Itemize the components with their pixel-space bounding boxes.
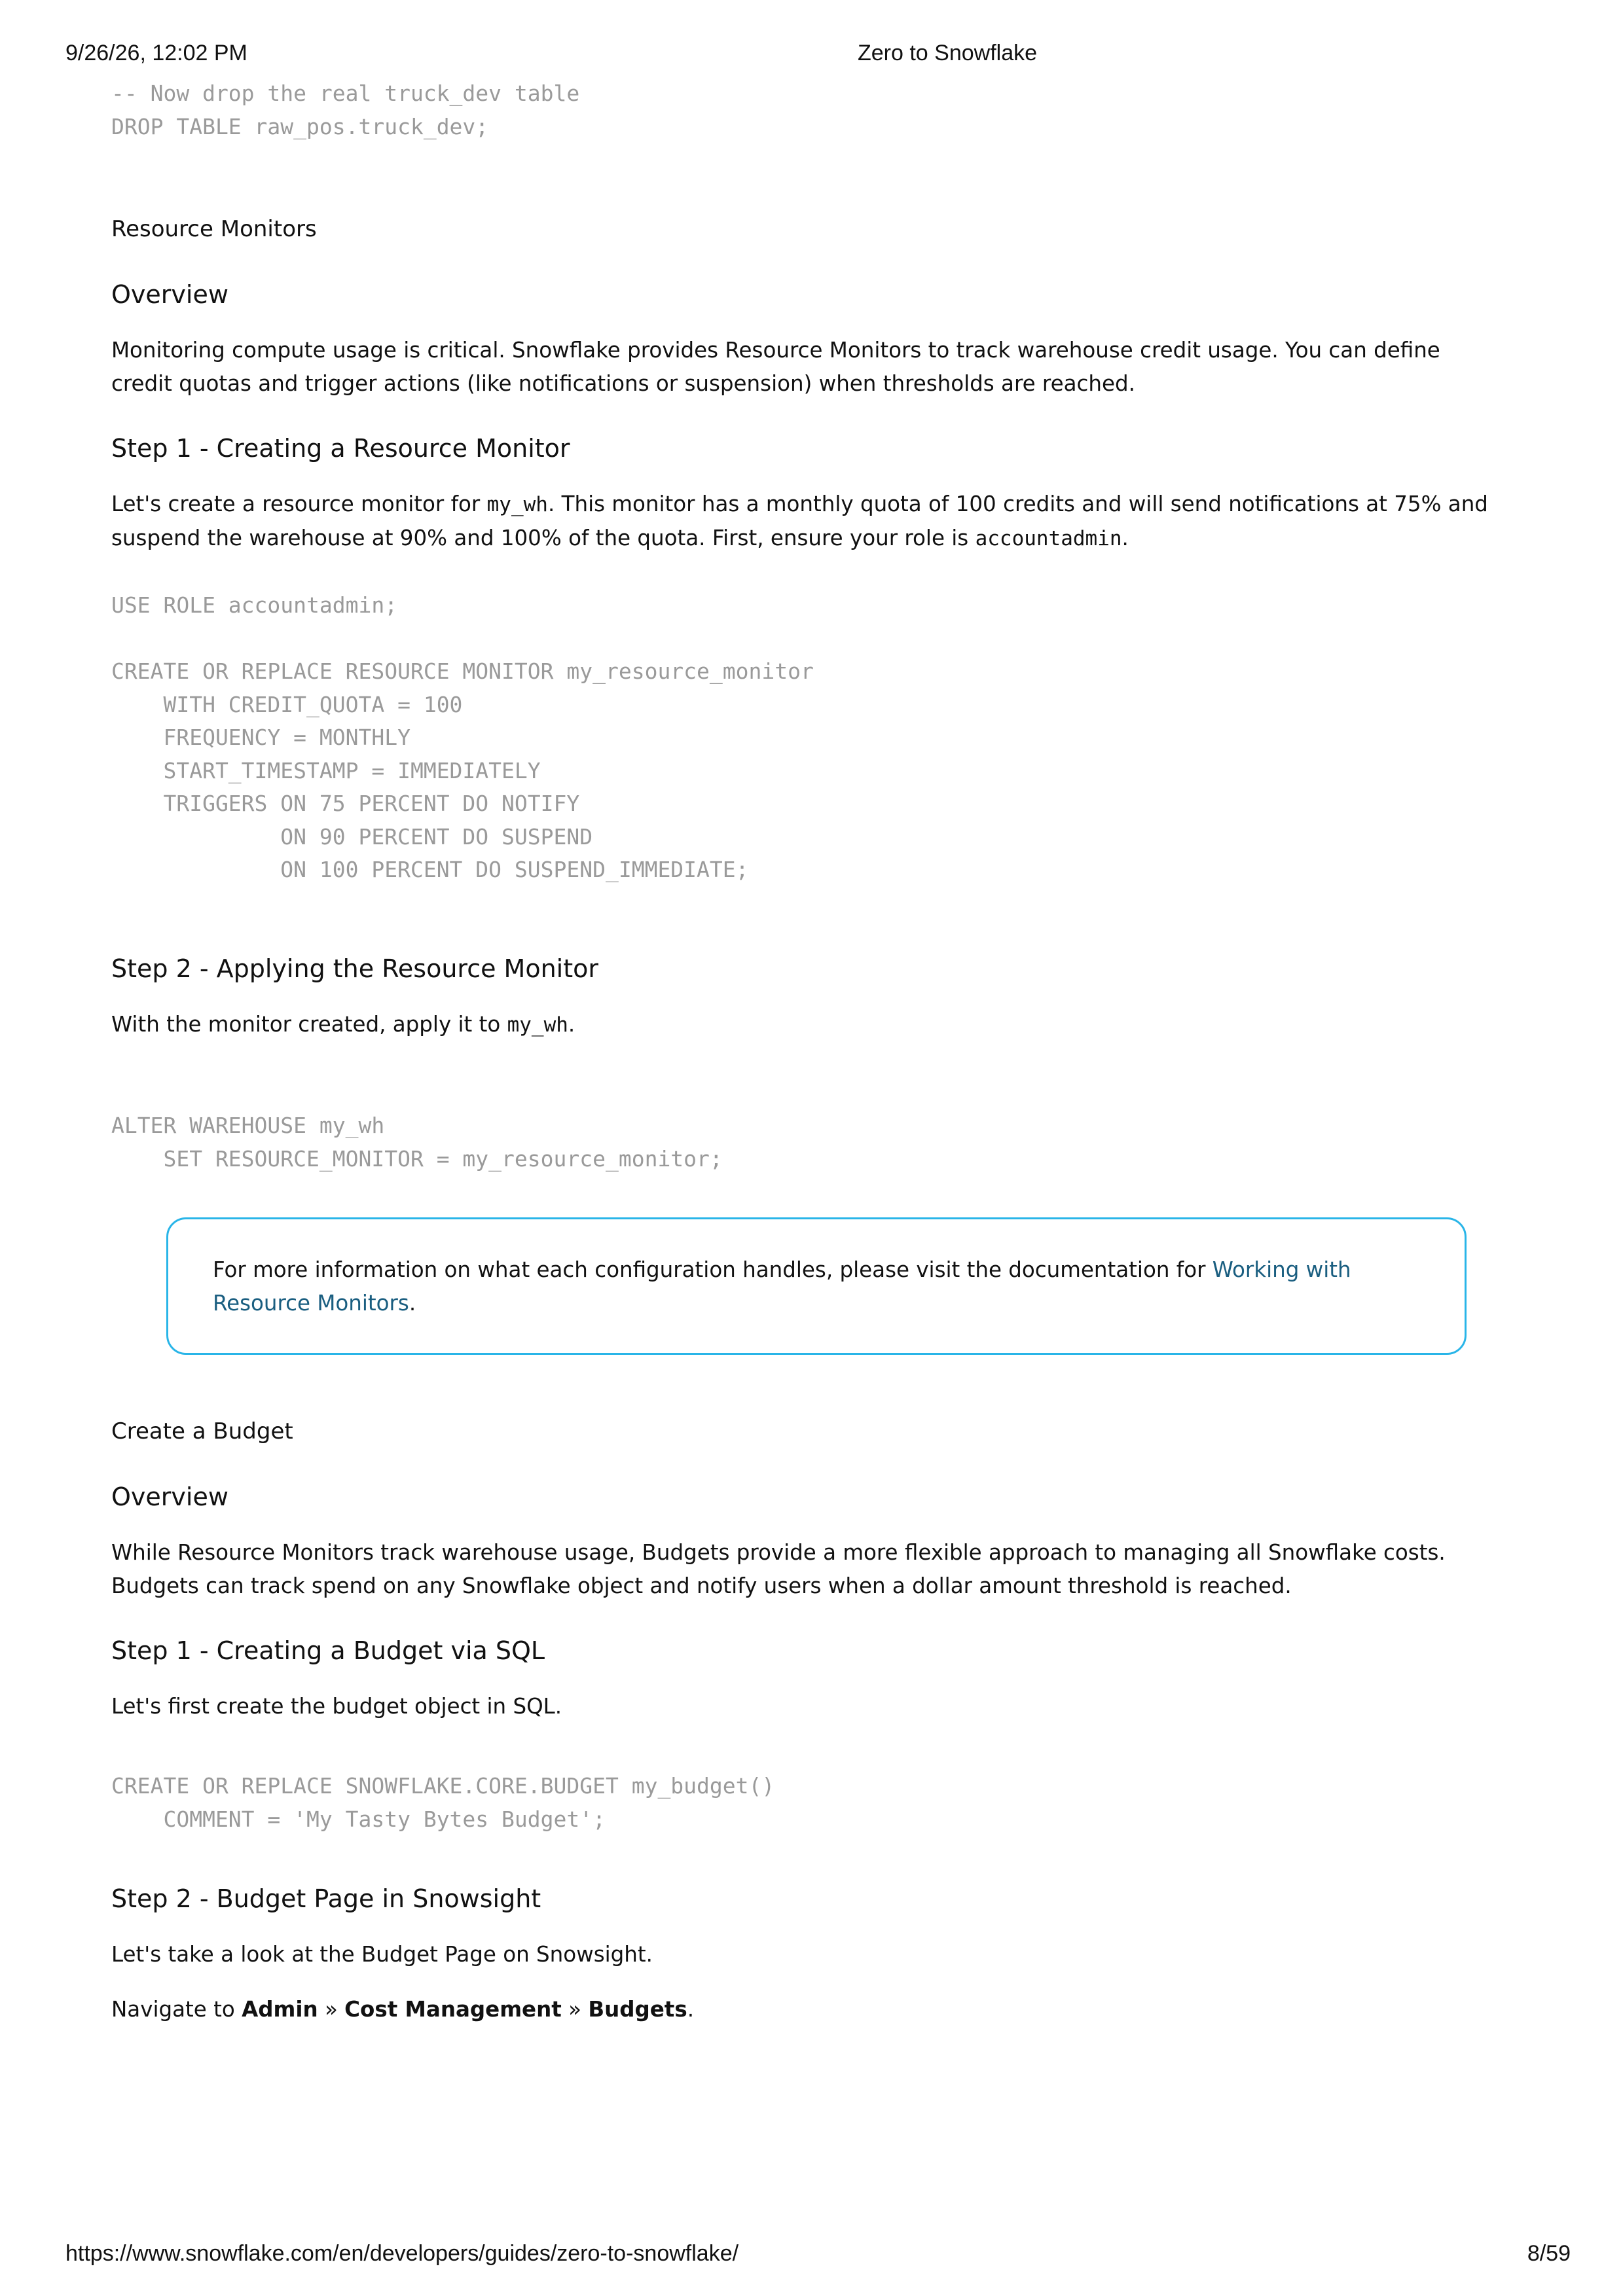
budget-step2-heading: Step 2 - Budget Page in Snowsight <box>111 1884 541 1913</box>
nav-cost-management: Cost Management <box>344 1997 562 2022</box>
budget-step1-text: Let's first create the budget object in SQL. <box>111 1694 562 1719</box>
section-heading-create-budget: Create a Budget <box>111 1418 293 1444</box>
inline-code-my-wh: my_wh <box>486 493 548 516</box>
budget-step2-text: Let's take a look at the Budget Page on Snowsight. <box>111 1942 653 1967</box>
step1-heading: Step 1 - Creating a Resource Monitor <box>111 434 570 463</box>
print-title: Zero to Snowflake <box>858 41 1038 65</box>
budget-overview-heading: Overview <box>111 1482 228 1511</box>
budget-step1-heading: Step 1 - Creating a Budget via SQL <box>111 1636 545 1665</box>
inline-code-accountadmin: accountadmin <box>975 527 1122 550</box>
code-block-create-resource-monitor: USE ROLE accountadmin; CREATE OR REPLACE RESOURCE MONITOR my_resource_monitor WITH CREDIT_QUOTA = 100 FREQUENCY = MONTHLY START_TIMESTAMP = IMMEDIATELY TRIGGERS ON 75 PERCENT DO NOTIFY ON 90 PERCENT DO SUSPEND ON 100 PERCENT DO SUSPEND_IMMEDIATE; <box>111 592 814 882</box>
step2-text: With the monitor created, apply it to my_wh. <box>111 1012 575 1037</box>
info-note <box>166 1217 1467 1355</box>
print-url: https://www.snowflake.com/en/developers/guides/zero-to-snowflake/ <box>65 2241 739 2266</box>
code-block-create-budget: CREATE OR REPLACE SNOWFLAKE.CORE.BUDGET my_budget() COMMENT = 'My Tasty Bytes Budget'; <box>111 1773 775 1832</box>
step2-heading: Step 2 - Applying the Resource Monitor <box>111 954 599 983</box>
navigation-path: Navigate to Admin » Cost Management » Budgets. <box>111 1997 695 2022</box>
nav-budgets: Budgets <box>588 1997 687 2022</box>
print-footer <box>0 2241 1623 2271</box>
print-header <box>0 41 1623 71</box>
resource-monitors-overview-text: Monitoring compute usage is critical. Snowflake provides Resource Monitors to track warehouse credit usage. You can define credit quotas and trigger actions (like notifications or suspension) when thresholds are reached. <box>111 338 1440 396</box>
step1-text: Let's create a resource monitor for my_wh. This monitor has a monthly quota of 100 credits and will send notifications at 75% and suspend the warehouse at 90% and 100% of the quota. First, ensure your role is accountadmin. <box>111 492 1488 550</box>
print-datetime: 9/26/26, 12:02 PM <box>65 41 247 65</box>
code-block-alter-warehouse: ALTER WAREHOUSE my_wh SET RESOURCE_MONITOR = my_resource_monitor; <box>111 1113 723 1172</box>
nav-admin: Admin <box>242 1997 318 2022</box>
code-block-drop-table: -- Now drop the real truck_dev table DROP TABLE raw_pos.truck_dev; <box>111 81 580 139</box>
print-page-number: 8/59 <box>1527 2241 1571 2266</box>
resource-monitors-docs-link[interactable]: Working with Resource Monitors <box>213 1257 1351 1316</box>
budget-overview-text: While Resource Monitors track warehouse usage, Budgets provide a more flexible approach to managing all Snowflake costs. Budgets can track spend on any Snowflake object and notify users when a dollar amount threshold is reached. <box>111 1540 1446 1598</box>
overview-heading: Overview <box>111 280 228 309</box>
section-heading-resource-monitors: Resource Monitors <box>111 216 317 242</box>
inline-code-my-wh-2: my_wh <box>507 1013 568 1037</box>
info-note-text: For more information on what each configuration handles, please visit the documentation for Working with Resource Monitors. <box>213 1257 1351 1316</box>
